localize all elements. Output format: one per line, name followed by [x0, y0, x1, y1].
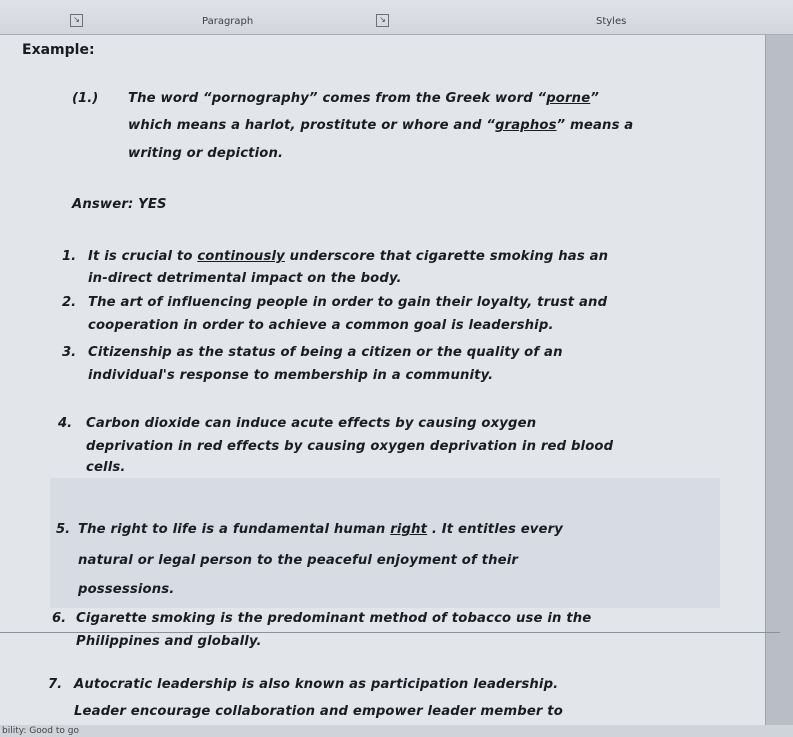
- underlined-word: graphos: [494, 118, 557, 133]
- ribbon-group-styles: Styles: [596, 16, 627, 27]
- list-item-6-line: Cigarette smoking is the predominant method of tobacco use in the: [76, 611, 592, 626]
- list-item-2-line: The art of influencing people in order to gain their loyalty, trust and: [88, 295, 608, 310]
- list-item-1-line: in-direct detrimental impact on the body.: [88, 271, 402, 286]
- ribbon-group-paragraph: Paragraph: [202, 16, 254, 27]
- list-item-6-line: Philippines and globally.: [76, 634, 262, 649]
- example-item-line: The word “pornography” comes from the Greek word “porne”: [128, 91, 599, 106]
- list-item-1-number: 1.: [62, 249, 77, 264]
- underlined-word: porne: [546, 91, 591, 106]
- list-item-4-line: Carbon dioxide can induce acute effects by causing oxygen: [86, 416, 537, 431]
- list-item-5-line: possessions.: [78, 582, 175, 597]
- underlined-word: continously: [197, 249, 285, 264]
- page-gutter: [766, 35, 793, 725]
- list-item-5-number: 5.: [56, 522, 71, 537]
- list-item-7-line: Leader encourage collaboration and empower leader member to: [74, 704, 563, 719]
- list-item-3-line: Citizenship as the status of being a citizen or the quality of an: [88, 345, 563, 360]
- list-item-4-line: deprivation in red effects by causing oxygen deprivation in red blood: [86, 439, 614, 454]
- example-item-number: (1.): [72, 91, 99, 106]
- list-item-2-line: cooperation in order to achieve a common goal is leadership.: [88, 318, 554, 333]
- list-item-4-line: cells.: [86, 460, 126, 475]
- list-item-2-number: 2.: [62, 295, 77, 310]
- dialog-launcher-icon[interactable]: ↘: [70, 14, 83, 27]
- example-item-line: which means a harlot, prostitute or whore and “graphos” means a: [128, 118, 634, 133]
- list-item-3-number: 3.: [62, 345, 77, 360]
- list-item-7-number: 7.: [48, 677, 63, 692]
- paragraph-dialog-launcher-icon[interactable]: ↘: [376, 14, 389, 27]
- list-item-7-line: Autocratic leadership is also known as participation leadership.: [74, 677, 559, 692]
- answer-line: Answer: YES: [72, 197, 167, 212]
- list-item-5-line: The right to life is a fundamental human right . It entitles every: [78, 522, 564, 537]
- accessibility-status[interactable]: bility: Good to go: [2, 726, 79, 736]
- example-heading: Example:: [22, 42, 95, 58]
- underlined-word: right: [390, 522, 428, 537]
- page-divider: [0, 632, 780, 633]
- list-item-6-number: 6.: [52, 611, 67, 626]
- ribbon: [0, 0, 793, 35]
- list-item-1-line: It is crucial to continously underscore that cigarette smoking has an: [88, 249, 609, 264]
- list-item-3-line: individual's response to membership in a community.: [88, 368, 494, 383]
- example-item-line: writing or depiction.: [128, 146, 284, 161]
- list-item-4-number: 4.: [58, 416, 73, 431]
- status-bar: [0, 725, 793, 737]
- list-item-5-line: natural or legal person to the peaceful enjoyment of their: [78, 553, 519, 568]
